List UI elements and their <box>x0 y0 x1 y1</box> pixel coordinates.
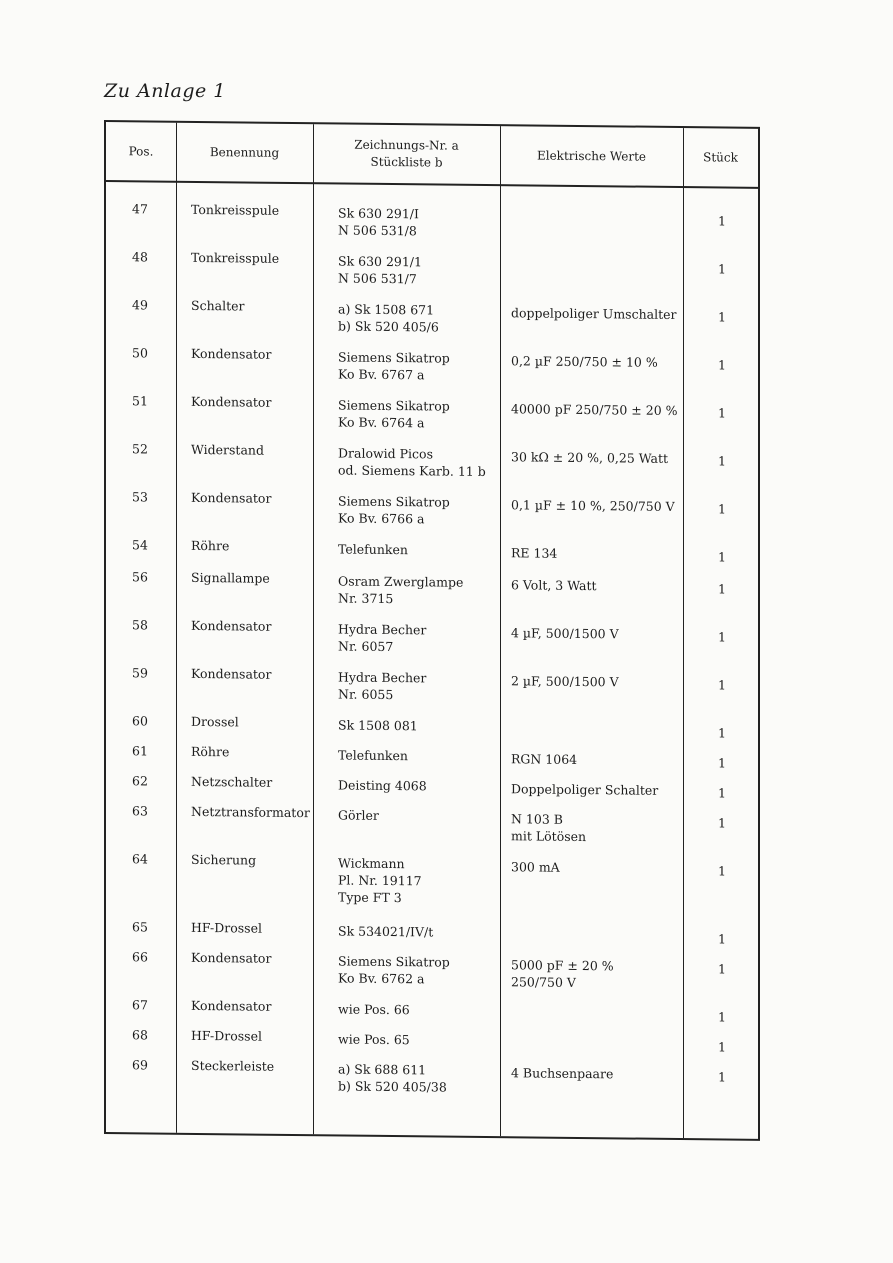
row-electrical-line: mit Lötösen <box>511 828 587 845</box>
row-drawing <box>338 540 408 558</box>
row-name: Röhre <box>191 537 230 554</box>
row-drawing <box>338 806 379 823</box>
row-qty: 1 <box>718 581 726 597</box>
row-drawing <box>338 952 450 987</box>
row-name: Tonkreisspule <box>191 201 280 218</box>
row-electrical-line: 4 Buchsenpaare <box>511 1065 614 1082</box>
row-qty: 1 <box>718 785 726 801</box>
row-qty: 1 <box>718 357 726 373</box>
row-drawing-line: Siemens Sikatrop <box>338 493 450 510</box>
row-drawing-line: Nr. 6057 <box>338 638 394 655</box>
row-drawing <box>338 1060 447 1095</box>
row-drawing-line: Sk 1508 081 <box>338 717 418 734</box>
table-row <box>106 742 758 771</box>
row-electrical-line: 0,1 µF ± 10 %, 250/750 V <box>511 497 675 514</box>
row-electrical-line: 5000 pF ± 20 % <box>511 957 614 974</box>
row-drawing <box>338 492 450 527</box>
row-electrical-line: RE 134 <box>511 545 558 561</box>
row-drawing <box>338 1000 410 1018</box>
header-drawing-line1: Zeichnungs-Nr. a <box>354 137 459 153</box>
header-drawing-line2: Stückliste b <box>370 154 443 170</box>
row-name: Tonkreisspule <box>191 249 280 266</box>
row-qty: 1 <box>718 501 726 517</box>
row-drawing <box>338 716 418 734</box>
row-electrical <box>511 1064 613 1082</box>
row-drawing-line: N 506 531/7 <box>338 270 417 287</box>
row-electrical <box>511 304 677 323</box>
row-electrical-line: doppelpoliger Umschalter <box>511 305 677 322</box>
row-drawing-line: Sk 534021/IV/t <box>338 923 434 940</box>
row-drawing <box>338 1030 410 1048</box>
row-drawing-line: a) Sk 688 611 <box>338 1061 427 1078</box>
row-name: Kondensator <box>191 949 272 966</box>
row-electrical-line: N 103 B <box>511 811 563 827</box>
row-drawing-line: Telefunken <box>338 541 408 558</box>
row-name: Netztransformator <box>191 803 310 821</box>
table-row <box>106 440 758 479</box>
table-row <box>106 344 758 383</box>
table-row <box>106 850 758 906</box>
table-row <box>106 200 758 239</box>
row-qty: 1 <box>718 725 726 741</box>
table-row <box>106 802 758 845</box>
header-drawing <box>313 124 500 184</box>
table-row <box>106 568 758 607</box>
header-pos: Pos. <box>128 143 154 159</box>
row-electrical-line: 30 kΩ ± 20 %, 0,25 Watt <box>511 449 669 466</box>
row-qty: 1 <box>718 213 726 229</box>
row-electrical <box>511 956 614 991</box>
table-row <box>106 1056 758 1095</box>
row-qty: 1 <box>718 309 726 325</box>
row-electrical-line: 4 µF, 500/1500 V <box>511 625 619 642</box>
row-drawing-line: Ko Bv. 6762 a <box>338 970 425 987</box>
row-qty: 1 <box>718 677 726 693</box>
row-electrical-line: 300 mA <box>511 859 560 875</box>
row-electrical-line: 40000 pF 250/750 ± 20 % <box>511 401 678 419</box>
row-electrical <box>511 810 586 845</box>
table-row <box>106 772 758 801</box>
row-drawing-line: Telefunken <box>338 747 408 764</box>
row-name: Widerstand <box>191 441 264 458</box>
row-qty: 1 <box>718 755 726 771</box>
row-qty: 1 <box>718 405 726 421</box>
row-drawing <box>338 776 427 794</box>
row-name: Kondensator <box>191 997 272 1014</box>
row-pos: 64 <box>132 851 148 867</box>
row-drawing-line: Hydra Becher <box>338 669 427 686</box>
row-name: Schalter <box>191 297 245 314</box>
table-row <box>106 296 758 335</box>
row-pos: 62 <box>132 773 148 789</box>
table-row <box>106 918 758 947</box>
row-drawing-line: b) Sk 520 405/6 <box>338 318 439 335</box>
header-electrical: Elektrische Werte <box>536 148 646 164</box>
row-qty: 1 <box>718 261 726 277</box>
table-row <box>106 664 758 703</box>
row-pos: 63 <box>132 803 148 819</box>
row-pos: 60 <box>132 713 148 729</box>
row-drawing-line: Type FT 3 <box>338 889 402 906</box>
row-electrical <box>511 544 557 561</box>
row-pos: 66 <box>132 949 148 965</box>
header-name: Benennung <box>209 144 280 160</box>
row-name: Röhre <box>191 743 230 760</box>
row-pos: 58 <box>132 617 148 633</box>
row-drawing-line: Siemens Sikatrop <box>338 953 450 970</box>
row-name: Sicherung <box>191 851 257 868</box>
row-drawing-line: Siemens Sikatrop <box>338 349 450 366</box>
row-drawing-line: wie Pos. 65 <box>338 1031 410 1048</box>
row-drawing-line: Ko Bv. 6764 a <box>338 414 425 431</box>
table-row <box>106 488 758 527</box>
column-divider <box>176 123 177 1133</box>
row-drawing <box>338 854 422 906</box>
row-pos: 67 <box>132 997 148 1013</box>
row-qty: 1 <box>718 1039 726 1055</box>
row-qty: 1 <box>718 453 726 469</box>
row-pos: 53 <box>132 489 148 505</box>
row-electrical <box>511 352 658 371</box>
table-row <box>106 1026 758 1055</box>
row-electrical <box>511 750 577 768</box>
row-qty: 1 <box>718 549 726 565</box>
table-row <box>106 996 758 1025</box>
table-row <box>106 536 758 565</box>
row-electrical <box>511 400 678 419</box>
row-electrical <box>511 496 675 515</box>
header-qty: Stück <box>703 149 738 165</box>
row-electrical-line: 250/750 V <box>511 974 576 990</box>
row-name: Kondensator <box>191 665 272 682</box>
row-electrical <box>511 858 560 876</box>
row-drawing <box>338 300 439 335</box>
row-name: HF-Drossel <box>191 1027 262 1044</box>
row-pos: 47 <box>132 201 148 217</box>
row-drawing-line: Osram Zwerglampe <box>338 573 464 590</box>
row-qty: 1 <box>718 815 726 831</box>
row-name: Signallampe <box>191 569 270 586</box>
row-name: Drossel <box>191 713 239 730</box>
row-pos: 49 <box>132 297 148 313</box>
row-electrical <box>511 780 658 799</box>
row-drawing <box>338 668 426 703</box>
row-drawing-line: Görler <box>338 807 379 823</box>
row-drawing-line: Nr. 3715 <box>338 590 394 607</box>
table-row <box>106 712 758 741</box>
row-electrical-line: 2 µF, 500/1500 V <box>511 673 619 690</box>
row-drawing <box>338 348 450 383</box>
row-drawing-line: od. Siemens Karb. 11 b <box>338 462 486 479</box>
row-drawing <box>338 620 426 655</box>
row-drawing-line: Nr. 6055 <box>338 686 394 703</box>
page-heading: Zu Anlage 1 <box>104 80 226 102</box>
row-drawing-line: Siemens Sikatrop <box>338 397 450 414</box>
row-pos: 54 <box>132 537 148 553</box>
row-drawing <box>338 922 433 940</box>
row-drawing <box>338 252 422 287</box>
row-name: Steckerleiste <box>191 1057 275 1074</box>
row-electrical-line: Doppelpoliger Schalter <box>511 781 659 798</box>
row-name: Kondensator <box>191 345 272 362</box>
row-pos: 61 <box>132 743 148 759</box>
row-pos: 56 <box>132 569 148 585</box>
row-pos: 59 <box>132 665 148 681</box>
row-pos: 51 <box>132 393 148 409</box>
row-drawing-line: Sk 630 291/I <box>338 205 419 222</box>
row-electrical <box>511 576 597 594</box>
row-electrical-line: RGN 1064 <box>511 751 578 767</box>
row-drawing-line: b) Sk 520 405/38 <box>338 1078 447 1095</box>
row-name: Netzschalter <box>191 773 273 790</box>
parts-table <box>104 120 760 1141</box>
row-drawing-line: Ko Bv. 6766 a <box>338 510 425 527</box>
row-drawing <box>338 444 486 480</box>
row-drawing-line: Wickmann <box>338 855 405 872</box>
column-divider <box>500 126 501 1136</box>
row-name: HF-Drossel <box>191 919 262 936</box>
row-electrical <box>511 624 619 642</box>
row-pos: 68 <box>132 1027 148 1043</box>
row-qty: 1 <box>718 629 726 645</box>
column-divider <box>313 124 314 1134</box>
row-drawing <box>338 204 419 239</box>
row-drawing-line: Pl. Nr. 19117 <box>338 872 422 889</box>
row-electrical <box>511 672 619 690</box>
row-drawing-line: Deisting 4068 <box>338 777 427 794</box>
row-qty: 1 <box>718 863 726 879</box>
row-drawing-line: Ko Bv. 6767 a <box>338 366 425 383</box>
column-divider <box>683 128 684 1138</box>
row-drawing-line: Hydra Becher <box>338 621 427 638</box>
table-row <box>106 392 758 431</box>
row-drawing-line: Sk 630 291/1 <box>338 253 422 270</box>
row-pos: 48 <box>132 249 148 265</box>
row-drawing <box>338 396 450 431</box>
row-qty: 1 <box>718 1069 726 1085</box>
row-pos: 65 <box>132 919 148 935</box>
row-name: Kondensator <box>191 393 272 410</box>
row-electrical <box>511 448 668 467</box>
row-name: Kondensator <box>191 489 272 506</box>
row-pos: 69 <box>132 1057 148 1073</box>
table-row <box>106 248 758 287</box>
row-drawing-line: wie Pos. 66 <box>338 1001 410 1018</box>
table-row <box>106 948 758 990</box>
row-pos: 50 <box>132 345 148 361</box>
row-drawing-line: a) Sk 1508 671 <box>338 301 435 318</box>
row-pos: 52 <box>132 441 148 457</box>
row-qty: 1 <box>718 931 726 947</box>
row-electrical-line: 0,2 µF 250/750 ± 10 % <box>511 353 658 370</box>
row-drawing-line: Dralowid Picos <box>338 445 433 462</box>
row-electrical-line: 6 Volt, 3 Watt <box>511 577 597 594</box>
table-row <box>106 616 758 655</box>
row-qty: 1 <box>718 961 726 977</box>
row-qty: 1 <box>718 1009 726 1025</box>
row-drawing <box>338 572 463 607</box>
row-drawing <box>338 746 408 764</box>
row-drawing-line: N 506 531/8 <box>338 222 417 239</box>
row-name: Kondensator <box>191 617 272 634</box>
